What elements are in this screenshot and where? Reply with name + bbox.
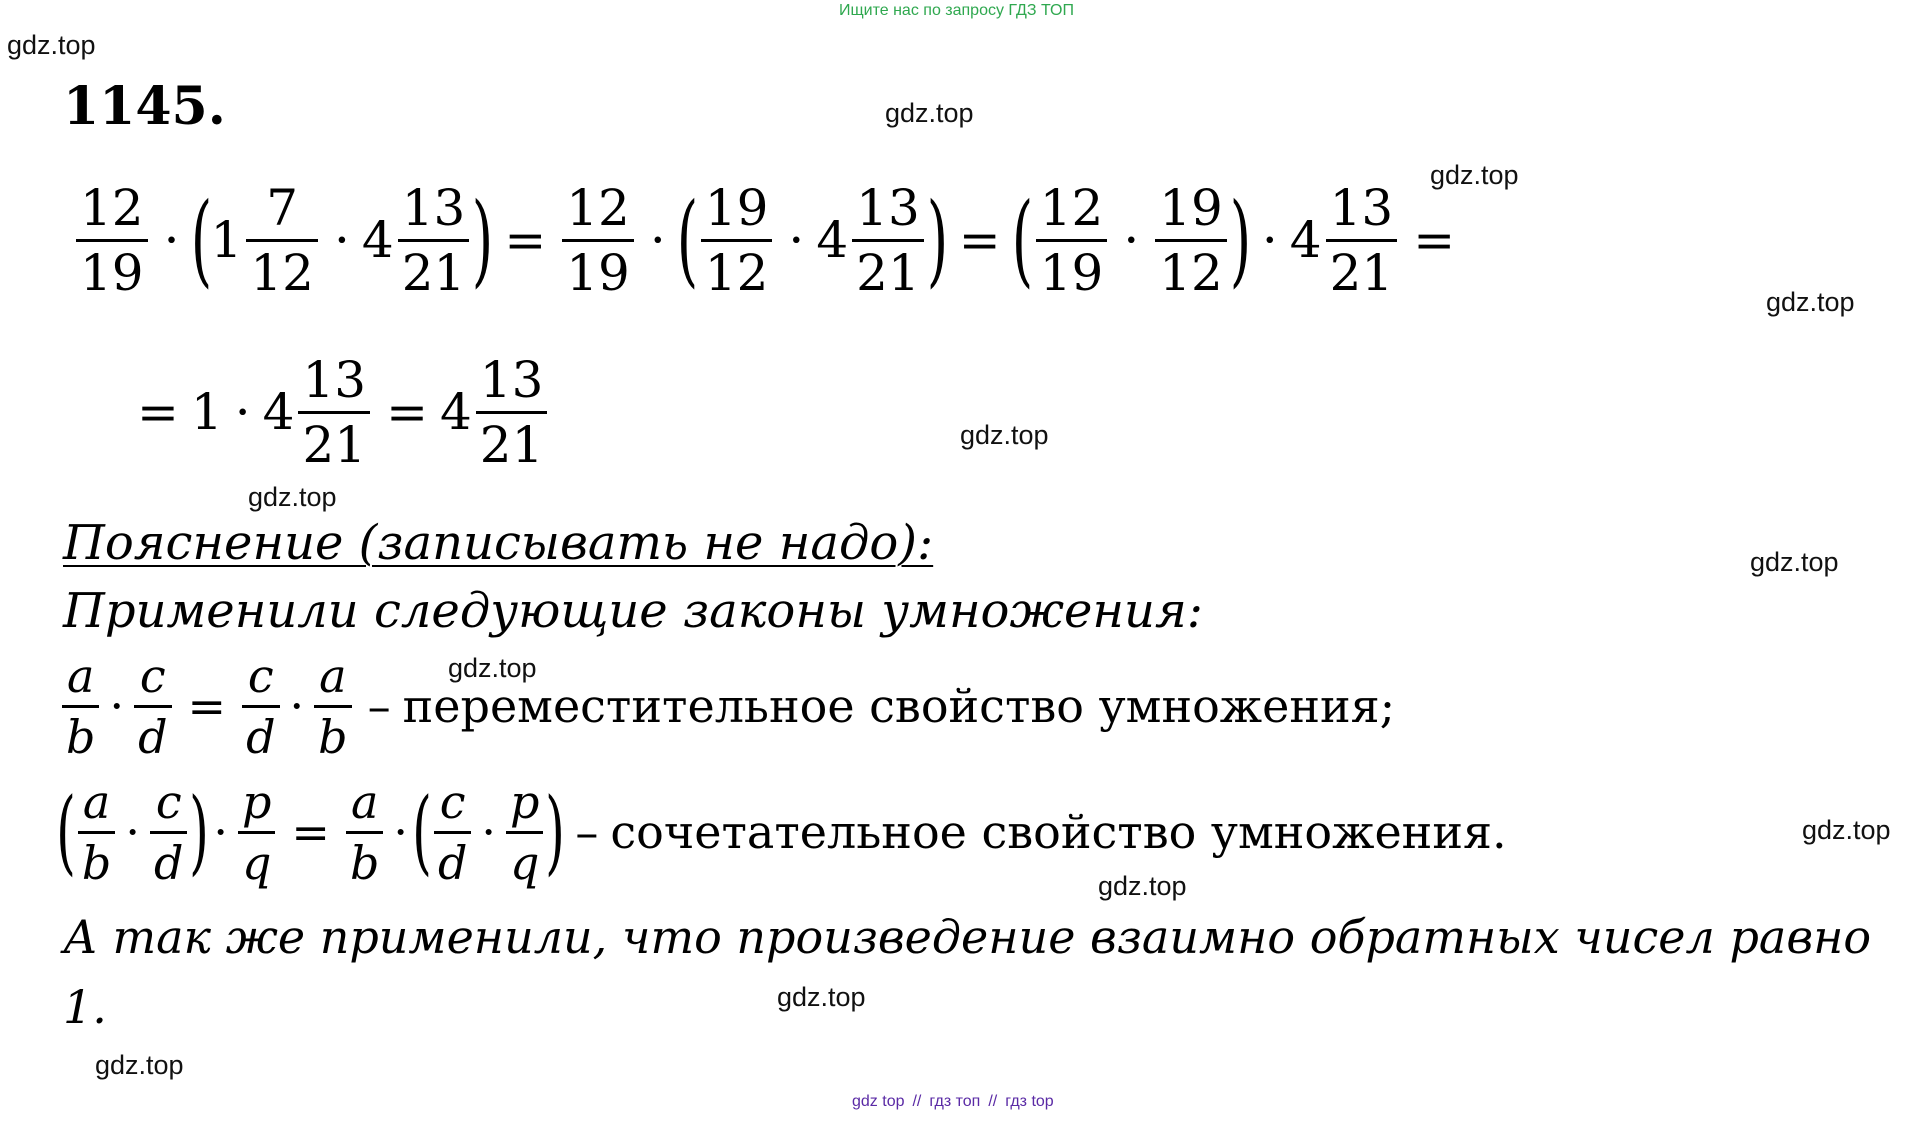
fraction: [398, 178, 470, 302]
denominator: b: [346, 831, 383, 886]
explanation-title: Пояснение (записывать не надо):: [63, 515, 934, 571]
fraction: [78, 774, 115, 890]
denominator: b: [62, 705, 99, 760]
numerator: a: [319, 648, 347, 703]
denominator: q: [238, 831, 275, 886]
equals-sign: =: [137, 383, 179, 441]
watermark: gdz.top: [1430, 160, 1519, 190]
equation-line-2: [125, 342, 551, 482]
fraction: [506, 774, 543, 890]
fraction: [134, 648, 171, 764]
whole-part: 4: [439, 383, 472, 441]
dot-operator: ·: [393, 805, 409, 859]
numerator: 12: [80, 178, 144, 237]
equation-line-1: [72, 170, 1467, 310]
right-paren: ): [545, 777, 566, 885]
left-paren: (: [676, 181, 699, 298]
fraction: [242, 648, 279, 764]
footer-link[interactable]: гдз top: [1005, 1093, 1054, 1110]
equals-sign: =: [958, 211, 1001, 269]
associative-law: [58, 768, 1507, 896]
left-paren: (: [190, 181, 212, 298]
numerator: 12: [566, 178, 630, 237]
fraction: [76, 178, 148, 302]
dot-operator: ·: [163, 211, 180, 269]
whole-part: 4: [1289, 211, 1322, 269]
fraction: [150, 774, 187, 890]
denominator: 12: [246, 239, 318, 298]
whole-part: 4: [262, 383, 295, 441]
watermark: gdz.top: [1098, 871, 1187, 901]
footer-link[interactable]: gdz top: [852, 1093, 905, 1110]
fraction: [476, 350, 548, 474]
watermark: gdz.top: [448, 653, 537, 683]
numerator: p: [510, 774, 540, 829]
dot-operator: ·: [1261, 211, 1278, 269]
footer-separator: //: [912, 1093, 922, 1110]
watermark: gdz.top: [7, 30, 96, 60]
associative-law-text: сочетательное свойство умножения.: [610, 805, 1507, 859]
watermark: gdz.top: [248, 482, 337, 512]
denominator: q: [506, 831, 543, 886]
conclusion-text: А так же применили, что произведение взаимно обратных чисел равно: [63, 910, 1872, 964]
watermark: gdz.top: [1750, 547, 1839, 577]
denominator: 21: [1326, 239, 1398, 298]
watermark: gdz.top: [1766, 287, 1855, 317]
numerator: 13: [302, 350, 367, 409]
numerator: c: [439, 774, 466, 829]
numerator: c: [247, 648, 274, 703]
dot-operator: ·: [649, 211, 666, 269]
fraction: [852, 178, 924, 302]
equals-sign: =: [386, 383, 428, 441]
dot-operator: ·: [333, 211, 350, 269]
denominator: d: [434, 831, 471, 886]
whole-part: 1: [210, 211, 243, 269]
fraction: [1155, 178, 1227, 302]
denominator: d: [134, 705, 171, 760]
denominator: 21: [298, 411, 370, 470]
numerator: 13: [856, 178, 920, 237]
commutative-law-text: переместительное свойство умножения;: [402, 679, 1396, 733]
numerator: 12: [1039, 178, 1104, 237]
right-paren: ): [926, 181, 949, 298]
dot-operator: ·: [481, 805, 497, 859]
equals-sign: =: [504, 211, 547, 269]
denominator: b: [78, 831, 115, 886]
dot-operator: ·: [289, 679, 305, 733]
dot-operator: ·: [1123, 211, 1140, 269]
equals-sign: =: [1413, 211, 1456, 269]
numerator: 7: [266, 178, 299, 237]
left-paren: (: [56, 777, 76, 885]
numerator: 13: [479, 350, 544, 409]
fraction: [562, 178, 634, 302]
search-hint-banner: Ищите нас по запросу ГДЗ ТОП: [839, 2, 1074, 19]
footer-separator: //: [988, 1093, 998, 1110]
denominator: 21: [476, 411, 548, 470]
footer-link[interactable]: гдз топ: [929, 1093, 981, 1110]
numerator: c: [139, 648, 166, 703]
explanation-intro: Применили следующие законы умножения:: [63, 583, 1203, 639]
fraction: [238, 774, 275, 890]
dash: –: [367, 679, 391, 733]
numerator: a: [350, 774, 379, 829]
denominator: 12: [701, 239, 773, 298]
numerator: 13: [401, 178, 466, 237]
watermark: gdz.top: [960, 420, 1049, 450]
denominator: 21: [398, 239, 470, 298]
fraction: [1326, 178, 1398, 302]
equals-sign: =: [187, 679, 227, 733]
whole-part: 4: [816, 211, 849, 269]
numerator: a: [82, 774, 111, 829]
fraction: [434, 774, 471, 890]
denominator: b: [314, 705, 351, 760]
dot-operator: ·: [109, 679, 125, 733]
watermark: gdz.top: [885, 98, 974, 128]
fraction: [246, 178, 318, 302]
dash: –: [575, 805, 599, 859]
denominator: d: [150, 831, 187, 886]
left-paren: (: [412, 777, 432, 885]
numerator: 19: [1159, 178, 1223, 237]
dot-operator: ·: [234, 383, 251, 441]
dot-operator: ·: [788, 211, 805, 269]
numerator: p: [241, 774, 272, 829]
fraction: [701, 178, 773, 302]
numerator: a: [67, 648, 95, 703]
numerator: 19: [704, 178, 769, 237]
denominator: 12: [1155, 239, 1227, 298]
denominator: d: [242, 705, 279, 760]
fraction: [62, 648, 99, 764]
watermark: gdz.top: [777, 982, 866, 1012]
equals-sign: =: [291, 805, 330, 859]
fraction: [1036, 178, 1108, 302]
numerator: 13: [1329, 178, 1394, 237]
dot-operator: ·: [213, 805, 228, 859]
fraction: [346, 774, 383, 890]
dot-operator: ·: [125, 805, 140, 859]
problem-number: 1145.: [63, 76, 226, 137]
numerator: c: [155, 774, 182, 829]
whole-part: 1: [190, 383, 223, 441]
fraction: [314, 648, 351, 764]
denominator: 19: [1036, 239, 1108, 298]
commutative-law: [58, 642, 1395, 770]
denominator: 21: [852, 239, 924, 298]
denominator: 19: [562, 239, 634, 298]
watermark: gdz.top: [95, 1050, 184, 1080]
whole-part: 4: [361, 211, 394, 269]
right-paren: ): [472, 181, 494, 298]
right-paren: ): [1229, 181, 1252, 298]
left-paren: (: [1011, 181, 1033, 298]
footer-links: [852, 1093, 1054, 1111]
watermark: gdz.top: [1802, 815, 1891, 845]
conclusion-value: 1.: [63, 980, 107, 1034]
fraction: [298, 350, 370, 474]
right-paren: ): [189, 777, 210, 885]
denominator: 19: [76, 239, 148, 298]
